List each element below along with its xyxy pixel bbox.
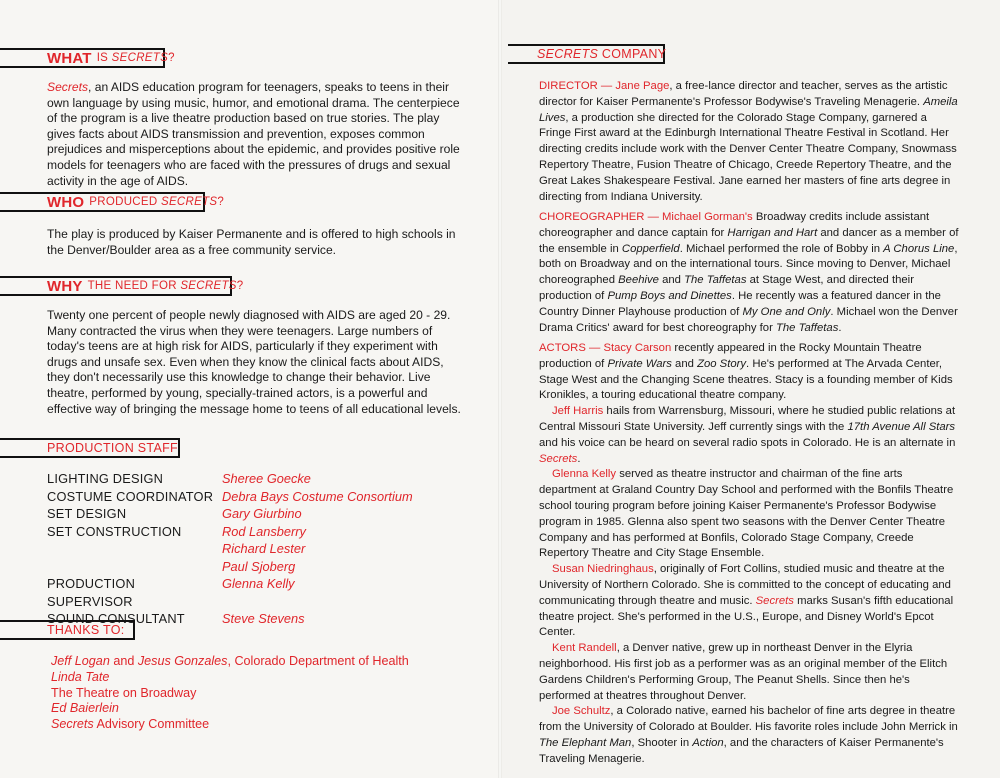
production-staff-heading: PRODUCTION STAFF [0, 438, 180, 458]
who-heading-small: PRODUCED SECRETS? [89, 196, 225, 208]
actor-bio-carson: ACTORS — Stacy Carson recently appeared in the Rocky Mountain Theatre production of Private Wars and Zoo Story. He's performed at The Arvada Center, Stage West and the Changing Scene theatres. Stacy is a founding member of Kids Kronikles, a touring educational theatre company. [539, 342, 953, 402]
actor-bio-schultz: Joe Schultz, a Colorado native, earned his bachelor of fine arts degree in theatre from the University of Colorado at Boulder. His favorite roles include John Merrick in The Elephant Man, Shooter in Action, and the characters of Kaiser Permanente's Traveling Menagerie. [539, 705, 958, 765]
staff-row: LIGHTING DESIGN Sheree Goecke [47, 471, 311, 486]
actor-bio-niedringhaus: Susan Niedringhaus, originally of Fort Collins, studied music and theatre at the University of Northern Colorado. She is committed to the concept of educating and communicating through theatre and music. Secrets marks Susan's fifth educational theatre project. She's performed in the U.S., Europe, and Disney World's Epcot Center. [539, 563, 954, 639]
director-bio: DIRECTOR — Jane Page, a free-lance director and teacher, serves as the artistic director for Kaiser Permanente's Professor Bodywise's Traveling Menagerie. Ameila Lives, a production she directed for the Colorado Stage Company, garnered a Fringe First award at the Edinburgh International Theatre Festival in Scotland. Her directing credits include work with the Denver Center Theatre Company, Snowmass Repertory Theatre, Fusion Theatre of Chicago, Creede Repertory Theatre, and the Great Lakes Shakespeare Festival. Jane earned her masters of fine arts degree in directing from Indiana University. [539, 80, 958, 203]
what-heading [0, 48, 175, 68]
who-heading [0, 192, 225, 212]
what-paragraph: Secrets, an AIDS education program for teenagers, speaks to teens in their own language by using music, humor, and emotional drama. The centerpiece of the program is a live theatre production based on true stories. The play gives facts about AIDS transmission and prevention, exposes common prejudices and misperceptions about the epidemic, and provides positive role models for teenagers who are faced with the pressures of drugs and sexual activity in the age of AIDS. [47, 80, 460, 188]
what-heading-big: WHAT [47, 49, 92, 67]
why-heading [0, 276, 244, 296]
who-paragraph: The play is produced by Kaiser Permanente and is offered to high schools in the Denver/Boulder area as a free community service. [47, 227, 456, 257]
thanks-line: Jeff Logan and Jesus Gonzales, Colorado Department of Health [51, 654, 409, 668]
actor-bio-harris: Jeff Harris hails from Warrensburg, Missouri, where he studied public relations at Central Missouri State University. Jeff currently sings with the 17th Avenue All Stars and his voice can be heard on several radio spots in Colorado. He is an alternate in Secrets. [539, 405, 956, 465]
why-heading-big: WHY [47, 277, 83, 295]
actor-bio-kelly: Glenna Kelly served as theatre instructor and chairman of the fine arts department at Graland Country Day School and performed with the Bonfils Theatre school touring program before joining Kaiser Permanente's Professor Bodywise program in 1985. Glenna also spent two seasons with the Denver Center Theatre Company and has performed at Bonfils, Colorado Stage Company, Creede Repertory Theatre and City Stage Ensemble. [539, 468, 954, 560]
thanks-line: Ed Baierlein [51, 701, 119, 716]
actors-bios [539, 341, 959, 768]
production-staff-list [47, 470, 487, 628]
thanks-line: The Theatre on Broadway [51, 685, 197, 700]
why-heading-small: THE NEED FOR SECRETS? [87, 280, 244, 292]
staff-row: PRODUCTION SUPERVISOR Glenna Kelly [47, 576, 295, 609]
choreographer-bio: CHOREOGRAPHER — Michael Gorman's Broadway credits include assistant choreographer and dance captain for Harrigan and Hart and dancer as a member of the ensemble in Copperfield. Michael performed the role of Bobby in A Chorus Line, both on Broadway and on the international tours. Since moving to Denver, Michael choreographed Beehive and The Taffetas at Stage West, and directed their production of Pump Boys and Dinettes. He recently was a featured dancer in the Country Dinner Playhouse production of My One and Only. Michael won the Denver Drama Critics' award for best choreography for The Taffetas. [539, 211, 959, 334]
actor-bio-randell: Kent Randell, a Denver native, grew up in northeast Denver in the Elyria neighborhood. His first job as a performer was as an original member of the Elitch Gardens Children's Performing Group, The Peanut Shells. Since then he's performed at theatres throughout Denver. [539, 642, 948, 702]
page-fold [498, 0, 502, 778]
thanks-list [51, 654, 491, 733]
thanks-heading: THANKS TO: [0, 620, 135, 640]
what-heading-small: IS SECRETS? [96, 52, 175, 64]
company-heading: SECRETS COMPANY [508, 44, 665, 64]
staff-row: COSTUME COORDINATOR Debra Bays Costume Consortium [47, 488, 413, 504]
staff-row: SOUND CONSULTANT Steve Stevens [47, 611, 305, 626]
who-heading-big: WHO [47, 193, 85, 211]
staff-row: SET DESIGN Gary Giurbino [47, 506, 302, 521]
thanks-line: Secrets Advisory Committee [51, 717, 210, 732]
thanks-line: Linda Tate [51, 669, 110, 684]
why-paragraph: Twenty one percent of people newly diagnosed with AIDS are aged 20 - 29. Many contracted the virus when they were teenagers. Large numbers of today's teens are at high risk for AIDS, particularly if they experiment with drugs and unsafe sex. Even when they know the clinical facts about AIDS, they don't necessarily use this knowledge to change their behavior. Live theatre, performed by young, specially-trained actors, is a powerful and effective way of bringing the message home to teens of all educational levels. [47, 308, 461, 416]
staff-row: SET CONSTRUCTION Rod Lansberry Richard Lester Paul Sjoberg [47, 523, 306, 574]
